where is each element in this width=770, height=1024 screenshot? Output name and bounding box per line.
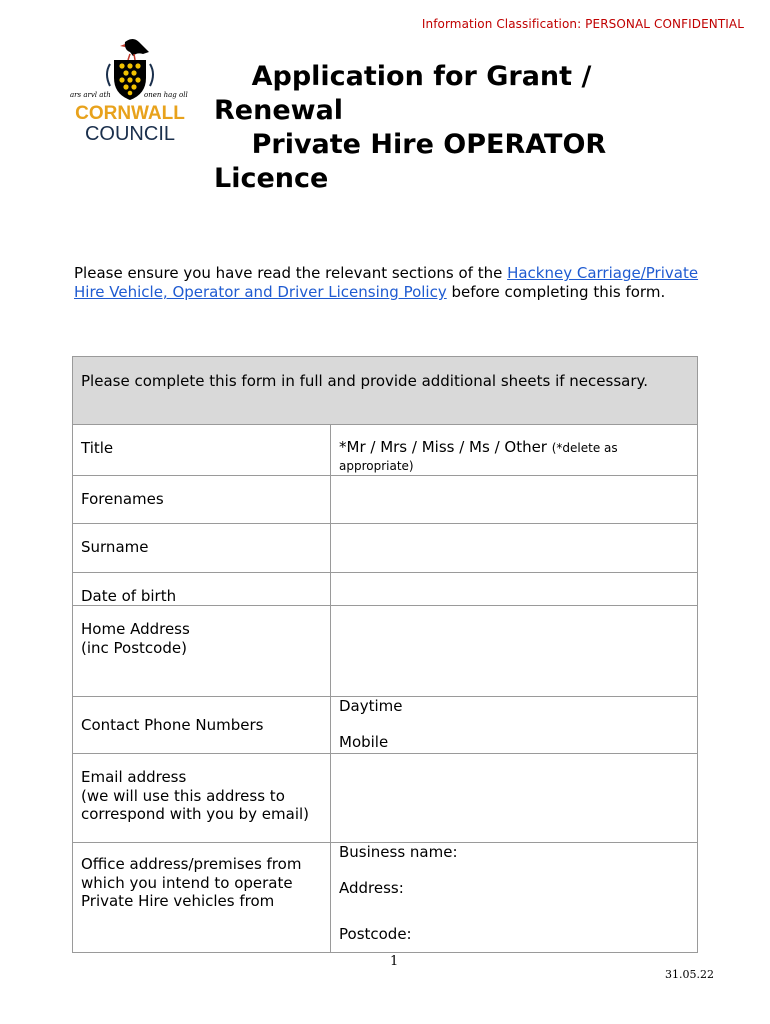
dob-label: Date of birth <box>73 573 331 606</box>
intro-paragraph <box>74 264 714 302</box>
home-address-field[interactable] <box>331 606 698 697</box>
information-classification: Information Classification: PERSONAL CONFIDENTIAL <box>421 17 744 31</box>
application-form-table <box>72 356 698 953</box>
office-address-field[interactable] <box>331 843 698 953</box>
logo-line1: CORNWALL <box>75 103 185 124</box>
forenames-field[interactable] <box>331 476 698 524</box>
intro-text-end: before completing this form. <box>446 283 666 301</box>
surname-field[interactable] <box>331 524 698 573</box>
licensing-policy-link[interactable]: Hackney Carriage/Private Hire Vehicle, Operator and Driver Licensing Policy <box>74 264 699 301</box>
office-business-name: Business name: <box>339 843 458 861</box>
title-options: *Mr / Mrs / Miss / Ms / Other <box>339 438 552 456</box>
title-line: Application for Grant / <box>214 61 592 92</box>
form-instructions: Please complete this form in full and provide additional sheets if necessary. <box>73 357 698 425</box>
email-label: Email address <box>81 768 187 786</box>
home-address-label: Home Address <box>81 620 190 638</box>
phone-daytime: Daytime <box>339 697 403 715</box>
phone-mobile: Mobile <box>339 733 389 751</box>
cornwall-council-crest-icon <box>70 34 190 146</box>
svg-text:ars arvl ath: ars arvl ath <box>70 91 111 99</box>
title-field[interactable] <box>331 425 698 476</box>
email-field[interactable] <box>331 754 698 843</box>
page-title <box>214 60 734 196</box>
surname-label: Surname <box>73 524 331 573</box>
dob-field[interactable] <box>331 573 698 606</box>
home-address-sub: (inc Postcode) <box>81 639 187 657</box>
email-sub: (we will use this address to correspond with you by email) <box>81 786 310 823</box>
email-label-cell <box>73 754 331 843</box>
title-line: Renewal <box>214 95 344 126</box>
office-address-label: Office address/premises from which you intend to operate Private Hire vehicles from <box>73 843 331 953</box>
office-address: Address: <box>339 879 404 897</box>
phone-field[interactable] <box>331 697 698 754</box>
title-note: (*delete as appropriate) <box>339 441 618 473</box>
intro-text: Please ensure you have read the relevant sections of the <box>74 264 508 282</box>
title-line: Licence <box>214 163 329 194</box>
home-address-label-cell <box>73 606 331 697</box>
cornwall-council-logo <box>70 34 190 146</box>
phone-label: Contact Phone Numbers <box>73 697 331 754</box>
logo-line2: COUNCIL <box>84 123 176 145</box>
document-date: 31.05.22 <box>665 968 714 981</box>
page-number: 1 <box>390 954 399 969</box>
title-label: Title <box>73 425 331 476</box>
office-postcode: Postcode: <box>339 925 412 943</box>
logo-motto: onen hag oll <box>144 91 188 99</box>
forenames-label: Forenames <box>73 476 331 524</box>
title-line: Private Hire OPERATOR <box>214 129 607 160</box>
